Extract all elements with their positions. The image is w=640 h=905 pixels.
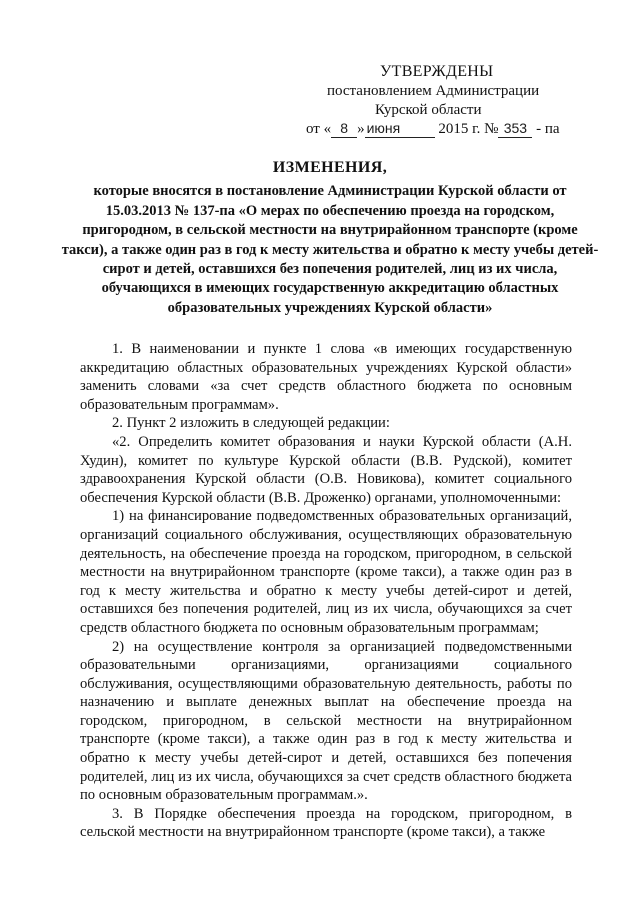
paragraph-3: «2. Определить комитет образования и науки Курской области (А.Н. Худин), комитет по культуре Курской области (В.В. Рудской), комитет здравоохранения Курской области (О.В. Новикова), комитет социального обеспечения Курской области (В.В. Дроженко) органами, уполномоченными: <box>80 433 572 506</box>
paragraph-4: 1) на финансирование подведомственных образовательных организаций, организаций социального обслуживания, осуществляющих образовательную деятельность, на обеспечение проезда на городском, пригородном, в сельской местности на внутрирайонном транспорте (кроме такси), а также один раз в год к месту жительства и обратно к месту учебы детей-сирот и детей, оставшихся без попечения родителей, лиц из их числа, обучающихся за счет средств областного бюджета по основным образовательным программам; <box>80 508 572 636</box>
document-body <box>80 340 572 842</box>
paragraph-5: 2) на осуществление контроля за организацией подведомственными образовательными организациями, организациями социального обслуживания, осуществляющими образовательную деятельность, работы по назначению и выплате денежных выплат на обеспечение проезда на городском, пригородном, в сельской местности на внутрирайонном транспорте (кроме такси), а также один раз в год к месту жительства и обратно к месту учебы детей-сирот и детей, оставшихся без попечения родителей, лиц из их числа, обучающихся за счет средств областного бюджета по основным образовательным программам.». <box>80 638 572 804</box>
approval-issuer: постановлением Администрации <box>327 83 540 99</box>
heading-title: ИЗМЕНЕНИЯ, <box>272 159 388 176</box>
date-month-separator: » <box>357 121 365 137</box>
approval-region: Курской области <box>375 102 482 118</box>
paragraph-1: 1. В наименовании и пункте 1 слова «в имеющих государственную аккредитацию областных образовательных учреждениях Курской области» заменить словами «за счет средств областного бюджета по основным образовательным программам». <box>80 341 572 413</box>
date-month: июня <box>365 121 435 138</box>
date-year-text: 2015 г. № <box>438 121 499 137</box>
approval-date-line <box>306 120 560 139</box>
heading-subtitle: которые вносятся в постановление Администрации Курской области от 15.03.2013 № 137-па «О мерах по обеспечению проезда на городском, пригородном, в сельской местности на внутрирайонном транспорте (кроме такси), а также один раз в год к месту жительства и обратно к месту учебы детей-сирот и детей, оставшихся без попечения родителей, лиц из их числа, обучающихся в имеющих государственную аккредитацию областных образовательных учреждениях Курской области» <box>61 183 599 316</box>
paragraph-6: 3. В Порядке обеспечения проезда на городском, пригородном, в сельской местности на внутрирайонном транспорте (кроме такси), а также <box>80 805 572 841</box>
paragraph-2: 2. Пункт 2 изложить в следующей редакции: <box>112 415 390 432</box>
decree-suffix: - па <box>536 121 560 137</box>
decree-number: 353 <box>498 121 532 138</box>
approval-title: УТВЕРЖДЕНЫ <box>380 63 494 80</box>
date-day: 8 <box>331 121 357 138</box>
document-heading <box>60 158 600 318</box>
date-prefix: от « <box>306 121 332 137</box>
